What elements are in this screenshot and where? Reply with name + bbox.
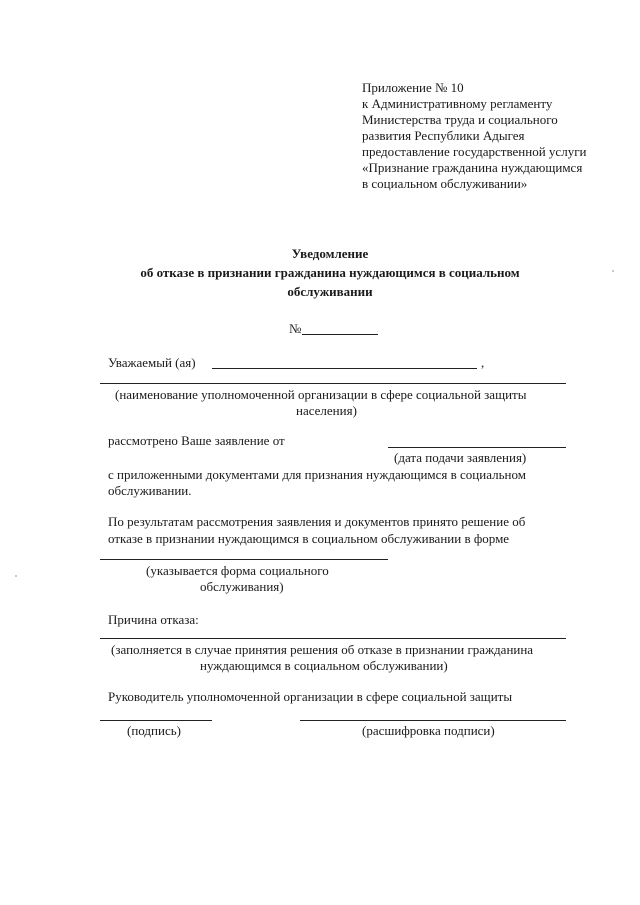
org-caption-line-2: населения) <box>296 403 357 418</box>
org-name-line <box>100 383 566 384</box>
decision-line-2: отказе в признании нуждающимся в социальном обслуживании в форме <box>108 531 510 546</box>
appendix-line-5: предоставление государственной услуги <box>362 144 587 159</box>
signature-decode-caption: (расшифровка подписи) <box>362 723 495 738</box>
reason-caption-line-2: нуждающимся в социальном обслуживании) <box>200 658 448 673</box>
decision-line-1: По результатам рассмотрения заявления и документов принято решение об <box>108 514 526 529</box>
date-caption: (дата подачи заявления) <box>394 450 527 465</box>
appendix-line-4: развития Республики Адыгея <box>362 128 525 143</box>
greeting-label: Уважаемый (ая) <box>108 355 196 370</box>
scan-speck <box>612 270 614 272</box>
date-line <box>388 447 566 448</box>
signature-decode-line <box>300 720 566 721</box>
title-line-2: об отказе в признании гражданина нуждающимся в социальном <box>140 265 520 280</box>
reason-label: Причина отказа: <box>108 612 199 627</box>
number-label: № <box>289 321 302 336</box>
title-line-3: обслуживании <box>287 284 373 299</box>
appendix-line-1: Приложение № 10 <box>362 80 464 95</box>
head-text: Руководитель уполномоченной организации в сфере социальной защиты <box>108 689 513 704</box>
appendix-line-6: «Признание гражданина нуждающимся <box>362 160 583 175</box>
form-line <box>100 559 388 560</box>
form-caption-line-1: (указывается форма социального <box>146 563 329 578</box>
reason-caption-line-1: (заполняется в случае принятия решения об отказе в признании гражданина <box>111 642 534 657</box>
reason-line <box>100 638 566 639</box>
signature-caption: (подпись) <box>127 723 181 738</box>
scan-speck <box>15 575 17 577</box>
form-caption-line-2: обслуживания) <box>200 579 284 594</box>
number-field-line <box>302 334 378 335</box>
attached-line-2: обслуживании. <box>108 483 192 498</box>
signature-line <box>100 720 212 721</box>
greeting-comma: , <box>481 355 485 370</box>
appendix-line-7: в социальном обслуживании» <box>362 176 528 191</box>
review-text: рассмотрено Ваше заявление от <box>108 433 285 448</box>
greeting-name-line <box>212 368 477 369</box>
appendix-line-2: к Административному регламенту <box>362 96 553 111</box>
org-caption-line-1: (наименование уполномоченной организации в сфере социальной защиты <box>115 387 527 402</box>
appendix-line-3: Министерства труда и социального <box>362 112 558 127</box>
title-line-1: Уведомление <box>291 246 369 261</box>
attached-line-1: с приложенными документами для признания нуждающимся в социальном <box>108 467 526 482</box>
